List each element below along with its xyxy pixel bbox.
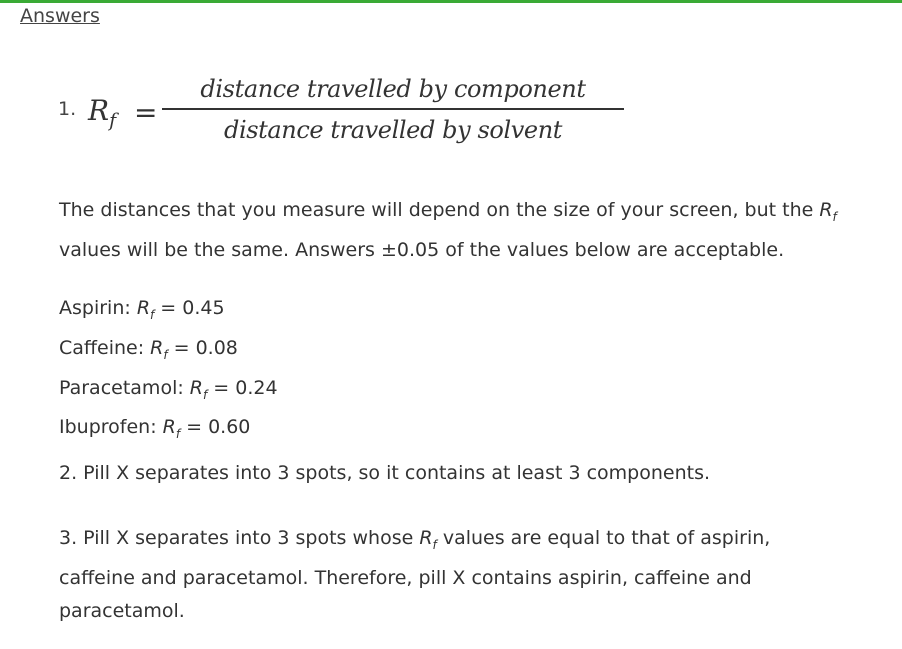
measurement-note: The distances that you measure will depend on the size of your screen, but the $R_f$ values will be the same. Answers ±0.05 of the values below are acceptable. <box>59 199 837 261</box>
list-item: Aspirin: $R_f = 0.45$ <box>59 297 225 322</box>
fraction <box>162 70 624 149</box>
list-item: Ibuprofen: $R_f = 0.60$ <box>59 416 251 442</box>
rf-inline: $R_f$ <box>419 527 437 552</box>
answer-3: 3. Pill X separates into 3 spots whose $R_f$ values are equal to that of aspirin, caffeine and paracetamol. Therefore, pill X contains aspirin, caffeine and paracetamol. <box>59 527 771 622</box>
answers-link[interactable]: Answers <box>20 5 100 27</box>
rf-values-list <box>59 292 889 451</box>
rf-symbol: $R_f$ <box>88 94 117 132</box>
fraction-bar <box>162 108 624 110</box>
equation-number: 1. <box>58 98 77 120</box>
answer-2: 2. Pill X separates into 3 spots, so it contains at least 3 components. <box>59 462 711 484</box>
list-item: Caffeine: $R_f = 0.08$ <box>59 336 238 362</box>
top-accent-bar <box>0 0 902 3</box>
list-item: Paracetamol: $R_f = 0.24$ <box>59 376 278 402</box>
rf-inline: $R_f$ <box>819 199 837 224</box>
fraction-numerator: distance travelled by component <box>200 75 586 103</box>
rf-equation <box>58 70 658 160</box>
fraction-denominator: distance travelled by solvent <box>223 116 563 144</box>
equals-sign: = <box>134 96 158 129</box>
